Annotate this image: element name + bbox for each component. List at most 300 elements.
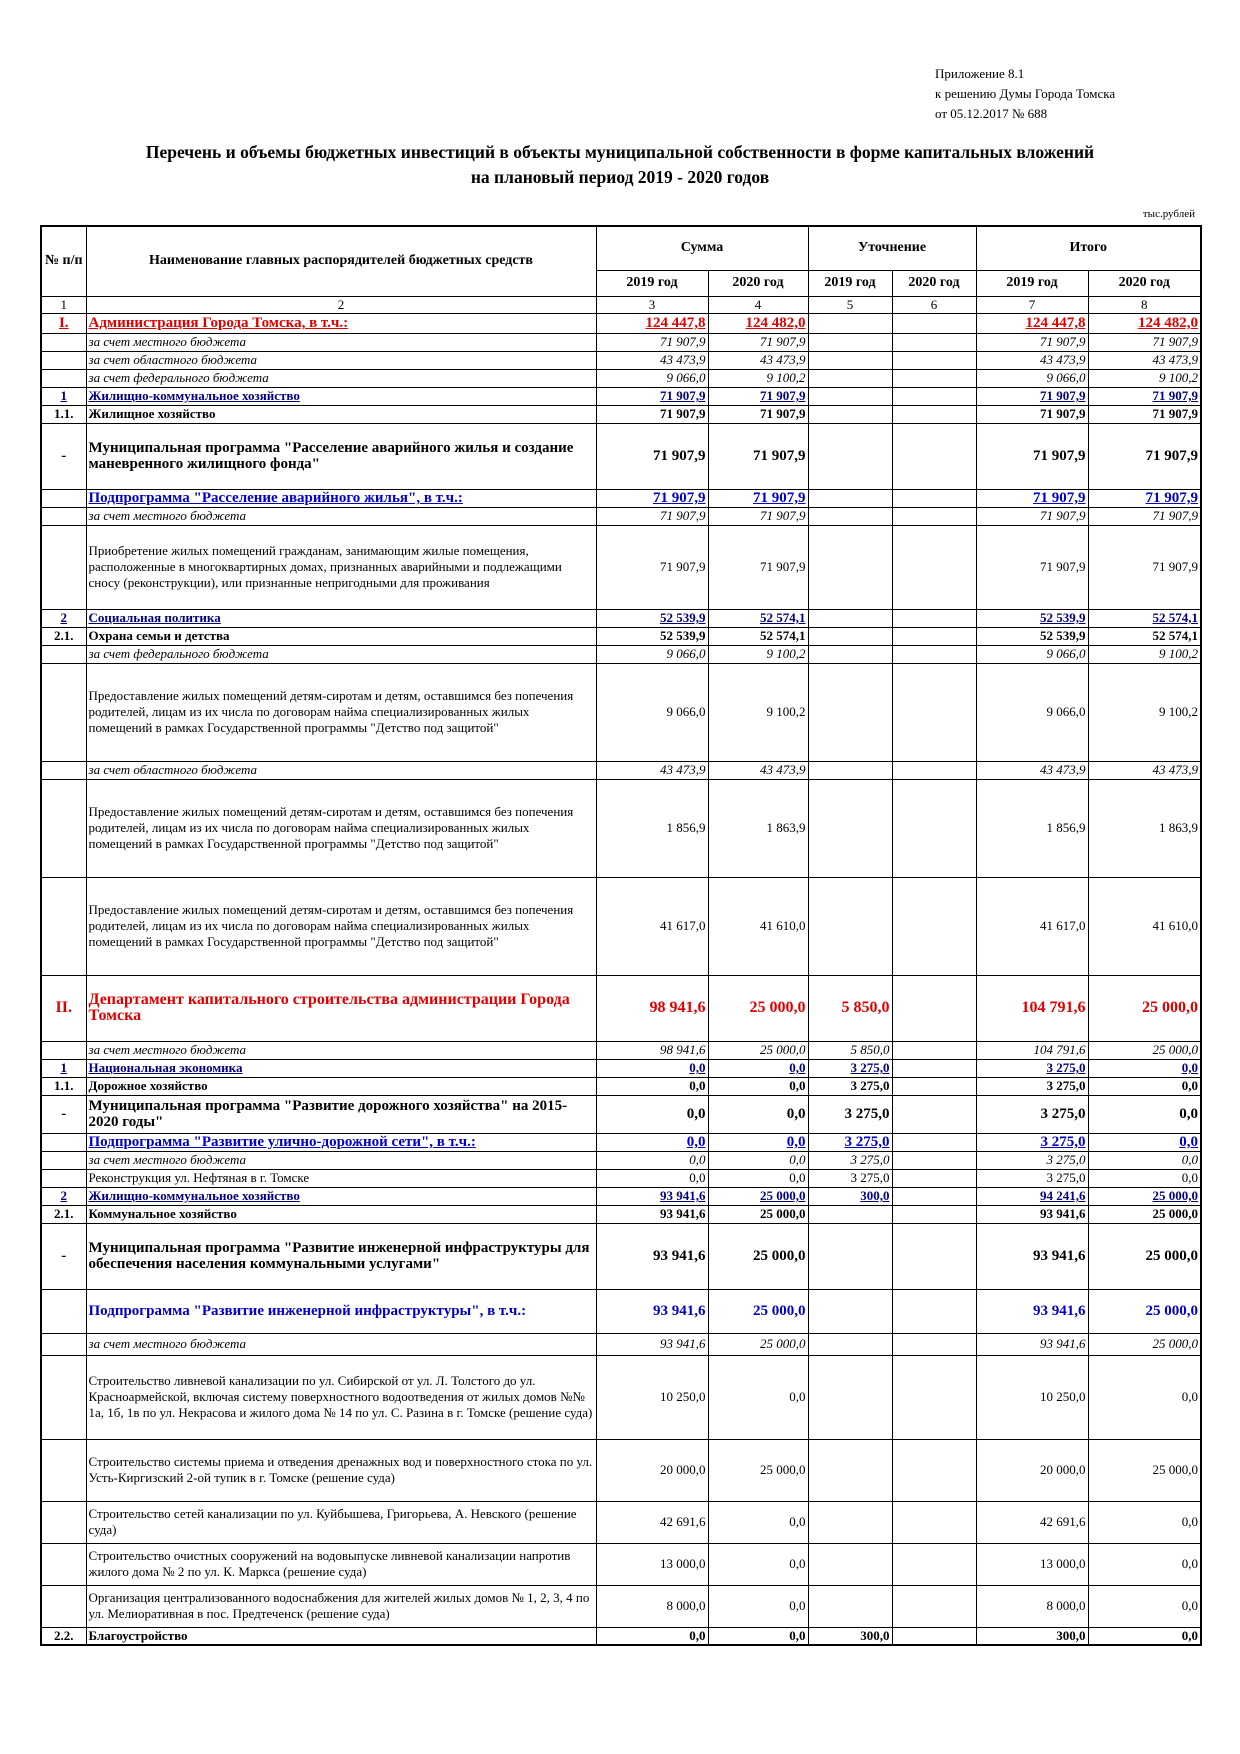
col-number: 3 [596,296,708,313]
cell-refine-2019: 3 275,0 [808,1151,892,1169]
row-number [41,369,86,387]
title-line-2: на плановый период 2019 - 2020 годов [470,167,770,187]
row-name: Строительство очистных сооружений на водовыпуске ливневой канализации напротив жилого дома № 2 по ул. К. Маркса (решение суда) [86,1543,596,1585]
row-number [41,645,86,663]
cell-sum-2020: 0,0 [708,1095,808,1133]
cell-sum-2020: 0,0 [708,1585,808,1627]
units-label: тыс.рублей [1142,208,1195,220]
row-name: Охрана семьи и детства [86,627,596,645]
cell-total-2019: 71 907,9 [976,489,1088,507]
row-name: за счет местного бюджета [86,333,596,351]
cell-refine-2020 [892,627,976,645]
cell-refine-2020 [892,1223,976,1289]
cell-total-2019: 3 275,0 [976,1133,1088,1151]
document-title [40,140,1200,190]
cell-refine-2020 [892,369,976,387]
table-row [41,1059,1201,1077]
cell-total-2020: 0,0 [1088,1095,1201,1133]
cell-refine-2020 [892,663,976,761]
row-name: Национальная экономика [86,1059,596,1077]
investment-table [40,225,1202,1646]
table-row [41,405,1201,423]
cell-sum-2019: 0,0 [596,1151,708,1169]
cell-total-2019: 93 941,6 [976,1205,1088,1223]
cell-sum-2020: 0,0 [708,1151,808,1169]
table-row [41,779,1201,877]
col-number: 5 [808,296,892,313]
cell-refine-2019 [808,609,892,627]
cell-refine-2019 [808,1289,892,1333]
table-row [41,351,1201,369]
row-number [41,663,86,761]
cell-total-2020: 71 907,9 [1088,525,1201,609]
cell-total-2020: 9 100,2 [1088,663,1201,761]
cell-sum-2020: 41 610,0 [708,877,808,975]
cell-total-2020: 0,0 [1088,1077,1201,1095]
col-header-sum-2019: 2019 год [596,270,708,296]
cell-total-2019: 124 447,8 [976,313,1088,333]
row-number [41,1151,86,1169]
cell-sum-2020: 25 000,0 [708,1289,808,1333]
row-name: Реконструкция ул. Нефтяная в г. Томске [86,1169,596,1187]
cell-total-2020: 0,0 [1088,1501,1201,1543]
cell-refine-2020 [892,1059,976,1077]
cell-sum-2020: 0,0 [708,1501,808,1543]
cell-sum-2019: 71 907,9 [596,333,708,351]
cell-sum-2020: 71 907,9 [708,405,808,423]
cell-sum-2019: 93 941,6 [596,1223,708,1289]
cell-total-2019: 3 275,0 [976,1059,1088,1077]
cell-total-2020: 71 907,9 [1088,489,1201,507]
col-header-refine: Уточнение [808,226,976,270]
cell-sum-2019: 20 000,0 [596,1439,708,1501]
title-line-1: Перечень и объемы бюджетных инвестиций в объекты муниципальной собственности в форме капитальных вложений [145,142,1095,162]
cell-refine-2020 [892,761,976,779]
table-row [41,1205,1201,1223]
row-name: Жилищное хозяйство [86,405,596,423]
cell-total-2019: 93 941,6 [976,1223,1088,1289]
row-name: Департамент капитального строительства администрации Города Томска [86,975,596,1041]
row-number: 2.1. [41,1205,86,1223]
cell-total-2020: 9 100,2 [1088,645,1201,663]
col-number: 6 [892,296,976,313]
row-name: Предоставление жилых помещений детям-сиротам и детям, оставшимся без попечения родителей, лицам из их числа по договорам найма специализированных жилых помещений в рамках Государственной программы "Детство под защитой" [86,877,596,975]
table-body [41,313,1201,1645]
cell-sum-2019: 9 066,0 [596,663,708,761]
row-number [41,761,86,779]
cell-total-2020: 43 473,9 [1088,761,1201,779]
cell-refine-2019: 300,0 [808,1187,892,1205]
cell-total-2020: 71 907,9 [1088,507,1201,525]
row-name: Жилищно-коммунальное хозяйство [86,1187,596,1205]
cell-refine-2019: 3 275,0 [808,1077,892,1095]
row-name: Жилищно-коммунальное хозяйство [86,387,596,405]
cell-sum-2020: 43 473,9 [708,761,808,779]
row-number: 2.1. [41,627,86,645]
cell-sum-2020: 25 000,0 [708,975,808,1041]
col-header-refine-2020: 2020 год [892,270,976,296]
table-row [41,1627,1201,1645]
col-number: 1 [41,296,86,313]
cell-refine-2019 [808,405,892,423]
cell-refine-2019: 3 275,0 [808,1169,892,1187]
cell-refine-2019 [808,369,892,387]
cell-sum-2019: 124 447,8 [596,313,708,333]
cell-refine-2020 [892,351,976,369]
col-header-total-2019: 2019 год [976,270,1088,296]
cell-total-2019: 71 907,9 [976,423,1088,489]
table-row [41,369,1201,387]
cell-sum-2020: 71 907,9 [708,525,808,609]
row-name: Организация централизованного водоснабжения для жителей жилых домов № 1, 2, 3, 4 по ул. Мелиоративная в пос. Предтеченск (решение суда) [86,1585,596,1627]
cell-total-2020: 25 000,0 [1088,975,1201,1041]
row-number: 1.1. [41,405,86,423]
cell-sum-2020: 0,0 [708,1077,808,1095]
cell-sum-2019: 98 941,6 [596,1041,708,1059]
row-name: Строительство ливневой канализации по ул. Сибирской от ул. Л. Толстого до ул. Красноармейской, включая систему поверхностного водоотведения от жилых домов №№ 1а, 1б, 1в по ул. Некрасова и жилого дома № 14 по ул. С. Разина в г. Томске (решение суда) [86,1355,596,1439]
cell-sum-2019: 0,0 [596,1059,708,1077]
row-number [41,489,86,507]
cell-refine-2019 [808,525,892,609]
row-number: 1.1. [41,1077,86,1095]
cell-refine-2019 [808,1439,892,1501]
cell-total-2019: 52 539,9 [976,627,1088,645]
cell-refine-2020 [892,1151,976,1169]
cell-total-2020: 25 000,0 [1088,1223,1201,1289]
cell-refine-2019 [808,761,892,779]
row-number: 2 [41,609,86,627]
cell-refine-2020 [892,405,976,423]
cell-sum-2020: 9 100,2 [708,369,808,387]
cell-refine-2019 [808,489,892,507]
cell-total-2020: 25 000,0 [1088,1439,1201,1501]
cell-sum-2019: 0,0 [596,1627,708,1645]
table-row [41,423,1201,489]
cell-refine-2020 [892,1333,976,1355]
cell-refine-2019 [808,351,892,369]
cell-total-2020: 0,0 [1088,1059,1201,1077]
table-row [41,1543,1201,1585]
cell-total-2020: 0,0 [1088,1627,1201,1645]
cell-sum-2020: 71 907,9 [708,387,808,405]
row-name: Муниципальная программа "Развитие инженерной инфраструктуры для обеспечения населения коммунальными услугами" [86,1223,596,1289]
cell-total-2019: 104 791,6 [976,975,1088,1041]
table-row [41,1355,1201,1439]
cell-refine-2020 [892,333,976,351]
cell-total-2019: 3 275,0 [976,1095,1088,1133]
cell-total-2020: 25 000,0 [1088,1205,1201,1223]
row-number [41,333,86,351]
cell-sum-2020: 71 907,9 [708,489,808,507]
cell-sum-2020: 52 574,1 [708,627,808,645]
cell-sum-2019: 71 907,9 [596,525,708,609]
cell-refine-2019 [808,1543,892,1585]
cell-refine-2019 [808,333,892,351]
cell-refine-2020 [892,877,976,975]
cell-sum-2019: 71 907,9 [596,489,708,507]
cell-refine-2020 [892,1501,976,1543]
row-name: за счет федерального бюджета [86,645,596,663]
col-header-sum: Сумма [596,226,808,270]
cell-total-2019: 104 791,6 [976,1041,1088,1059]
row-name: Подпрограмма "Развитие улично-дорожной сети", в т.ч.: [86,1133,596,1151]
col-header-total: Итого [976,226,1201,270]
cell-refine-2020 [892,525,976,609]
cell-total-2019: 41 617,0 [976,877,1088,975]
cell-refine-2020 [892,1205,976,1223]
row-name: за счет местного бюджета [86,1151,596,1169]
col-number: 2 [86,296,596,313]
cell-sum-2019: 93 941,6 [596,1289,708,1333]
cell-total-2020: 25 000,0 [1088,1187,1201,1205]
table-row [41,761,1201,779]
cell-total-2019: 71 907,9 [976,405,1088,423]
cell-total-2020: 0,0 [1088,1585,1201,1627]
row-name: Предоставление жилых помещений детям-сиротам и детям, оставшимся без попечения родителей, лицам из их числа по договорам найма специализированных жилых помещений в рамках Государственной программы "Детство под защитой" [86,663,596,761]
table-row [41,489,1201,507]
cell-sum-2020: 9 100,2 [708,645,808,663]
cell-refine-2020 [892,975,976,1041]
cell-refine-2019: 3 275,0 [808,1059,892,1077]
cell-sum-2019: 52 539,9 [596,609,708,627]
col-number: 7 [976,296,1088,313]
cell-refine-2019 [808,313,892,333]
row-number [41,1133,86,1151]
table-row [41,1095,1201,1133]
row-name: Администрация Города Томска, в т.ч.: [86,313,596,333]
cell-total-2020: 25 000,0 [1088,1333,1201,1355]
cell-sum-2020: 43 473,9 [708,351,808,369]
cell-refine-2020 [892,779,976,877]
cell-sum-2020: 0,0 [708,1355,808,1439]
cell-refine-2019 [808,645,892,663]
cell-sum-2019: 71 907,9 [596,387,708,405]
row-name: Дорожное хозяйство [86,1077,596,1095]
table-row [41,525,1201,609]
cell-total-2019: 9 066,0 [976,645,1088,663]
cell-total-2020: 0,0 [1088,1355,1201,1439]
cell-sum-2019: 71 907,9 [596,507,708,525]
row-number [41,1289,86,1333]
cell-total-2020: 0,0 [1088,1133,1201,1151]
cell-total-2019: 9 066,0 [976,663,1088,761]
cell-total-2019: 1 856,9 [976,779,1088,877]
cell-sum-2019: 93 941,6 [596,1187,708,1205]
cell-refine-2020 [892,489,976,507]
table-row [41,609,1201,627]
table-row [41,1439,1201,1501]
cell-sum-2019: 71 907,9 [596,405,708,423]
row-number: - [41,1223,86,1289]
cell-total-2019: 71 907,9 [976,333,1088,351]
cell-sum-2019: 0,0 [596,1169,708,1187]
cell-sum-2019: 1 856,9 [596,779,708,877]
row-number [41,779,86,877]
table-row [41,1133,1201,1151]
cell-refine-2020 [892,1289,976,1333]
cell-sum-2020: 25 000,0 [708,1205,808,1223]
cell-sum-2020: 124 482,0 [708,313,808,333]
cell-sum-2020: 0,0 [708,1627,808,1645]
row-name: Социальная политика [86,609,596,627]
cell-refine-2019 [808,1585,892,1627]
row-name: Подпрограмма "Развитие инженерной инфраструктуры", в т.ч.: [86,1289,596,1333]
cell-refine-2020 [892,1133,976,1151]
cell-sum-2019: 9 066,0 [596,645,708,663]
cell-total-2019: 93 941,6 [976,1289,1088,1333]
table-row [41,645,1201,663]
cell-refine-2019: 3 275,0 [808,1133,892,1151]
row-number [41,1169,86,1187]
cell-refine-2020 [892,1095,976,1133]
row-name: за счет местного бюджета [86,1333,596,1355]
row-number [41,877,86,975]
cell-sum-2019: 71 907,9 [596,423,708,489]
row-number [41,1041,86,1059]
cell-total-2020: 52 574,1 [1088,627,1201,645]
row-name: за счет областного бюджета [86,351,596,369]
cell-total-2019: 93 941,6 [976,1333,1088,1355]
cell-sum-2020: 25 000,0 [708,1187,808,1205]
table-row [41,1289,1201,1333]
row-number [41,507,86,525]
col-header-name: Наименование главных распорядителей бюджетных средств [86,226,596,296]
row-name: Подпрограмма "Расселение аварийного жилья", в т.ч.: [86,489,596,507]
cell-refine-2019 [808,423,892,489]
row-name: Муниципальная программа "Развитие дорожного хозяйства" на 2015-2020 годы" [86,1095,596,1133]
cell-sum-2019: 9 066,0 [596,369,708,387]
table-row [41,1333,1201,1355]
cell-total-2019: 42 691,6 [976,1501,1088,1543]
appendix-line-1: Приложение 8.1 [935,66,1025,81]
cell-refine-2020 [892,1543,976,1585]
cell-sum-2020: 25 000,0 [708,1223,808,1289]
cell-refine-2020 [892,1585,976,1627]
col-number: 8 [1088,296,1201,313]
table-row [41,877,1201,975]
table-row [41,1585,1201,1627]
cell-total-2019: 43 473,9 [976,761,1088,779]
table-row [41,627,1201,645]
cell-sum-2019: 42 691,6 [596,1501,708,1543]
cell-refine-2020 [892,609,976,627]
cell-total-2019: 20 000,0 [976,1439,1088,1501]
cell-sum-2019: 93 941,6 [596,1205,708,1223]
col-header-refine-2019: 2019 год [808,270,892,296]
row-name: за счет местного бюджета [86,1041,596,1059]
row-name: за счет областного бюджета [86,761,596,779]
row-number: 1 [41,387,86,405]
cell-sum-2019: 8 000,0 [596,1585,708,1627]
row-name: Коммунальное хозяйство [86,1205,596,1223]
appendix-note [935,64,1115,124]
cell-sum-2020: 0,0 [708,1169,808,1187]
cell-sum-2019: 43 473,9 [596,761,708,779]
row-number [41,1355,86,1439]
col-header-num: № п/п [41,226,86,296]
cell-total-2020: 71 907,9 [1088,405,1201,423]
table-row [41,387,1201,405]
row-name: Строительство системы приема и отведения дренажных вод и поверхностного стока по ул. Усть-Киргизский 2-ой тупик в г. Томске (решение суда) [86,1439,596,1501]
row-name: Муниципальная программа "Расселение аварийного жилья и создание маневренного жилищного фонда" [86,423,596,489]
appendix-line-2: к решению Думы Города Томска [935,86,1116,101]
cell-sum-2020: 71 907,9 [708,423,808,489]
cell-total-2020: 124 482,0 [1088,313,1201,333]
cell-refine-2019 [808,1355,892,1439]
cell-total-2020: 71 907,9 [1088,423,1201,489]
row-number: I. [41,313,86,333]
row-name: за счет федерального бюджета [86,369,596,387]
row-number: II. [41,975,86,1041]
cell-total-2020: 25 000,0 [1088,1289,1201,1333]
cell-refine-2019 [808,1223,892,1289]
table-row [41,975,1201,1041]
cell-refine-2019 [808,1333,892,1355]
table-row [41,1041,1201,1059]
cell-sum-2020: 52 574,1 [708,609,808,627]
cell-total-2019: 43 473,9 [976,351,1088,369]
table-row [41,1077,1201,1095]
cell-refine-2020 [892,1169,976,1187]
table-row [41,1169,1201,1187]
cell-refine-2020 [892,1077,976,1095]
cell-total-2019: 9 066,0 [976,369,1088,387]
cell-total-2019: 71 907,9 [976,507,1088,525]
cell-refine-2019 [808,1501,892,1543]
cell-sum-2019: 93 941,6 [596,1333,708,1355]
cell-refine-2019: 5 850,0 [808,1041,892,1059]
cell-sum-2019: 0,0 [596,1095,708,1133]
cell-refine-2020 [892,507,976,525]
row-name: за счет местного бюджета [86,507,596,525]
row-name: Предоставление жилых помещений детям-сиротам и детям, оставшимся без попечения родителей, лицам из их числа по договорам найма специализированных жилых помещений в рамках Государственной программы "Детство под защитой" [86,779,596,877]
table-row [41,313,1201,333]
cell-sum-2019: 0,0 [596,1133,708,1151]
cell-refine-2019: 5 850,0 [808,975,892,1041]
cell-refine-2020 [892,1355,976,1439]
row-name: Приобретение жилых помещений гражданам, занимающим жилые помещения, расположенные в многоквартирных домах, признанных аварийными и подлежащими сносу (реконструкции), или признанные непригодными для проживания [86,525,596,609]
cell-total-2020: 0,0 [1088,1543,1201,1585]
cell-total-2019: 8 000,0 [976,1585,1088,1627]
cell-total-2020: 1 863,9 [1088,779,1201,877]
row-number [41,1439,86,1501]
cell-refine-2020 [892,423,976,489]
table-row [41,663,1201,761]
cell-total-2019: 52 539,9 [976,609,1088,627]
cell-sum-2020: 0,0 [708,1543,808,1585]
row-number [41,525,86,609]
cell-sum-2020: 71 907,9 [708,507,808,525]
cell-refine-2019: 3 275,0 [808,1095,892,1133]
cell-total-2020: 52 574,1 [1088,609,1201,627]
cell-total-2020: 43 473,9 [1088,351,1201,369]
cell-sum-2020: 25 000,0 [708,1439,808,1501]
row-number: 2 [41,1187,86,1205]
cell-refine-2019 [808,507,892,525]
row-number [41,1501,86,1543]
cell-total-2019: 3 275,0 [976,1077,1088,1095]
cell-refine-2020 [892,1627,976,1645]
cell-refine-2019 [808,877,892,975]
appendix-line-3: от 05.12.2017 № 688 [935,106,1048,121]
cell-total-2019: 3 275,0 [976,1169,1088,1187]
cell-sum-2019: 10 250,0 [596,1355,708,1439]
row-number [41,1333,86,1355]
cell-refine-2020 [892,313,976,333]
row-number [41,1543,86,1585]
cell-refine-2019 [808,627,892,645]
cell-total-2019: 94 241,6 [976,1187,1088,1205]
